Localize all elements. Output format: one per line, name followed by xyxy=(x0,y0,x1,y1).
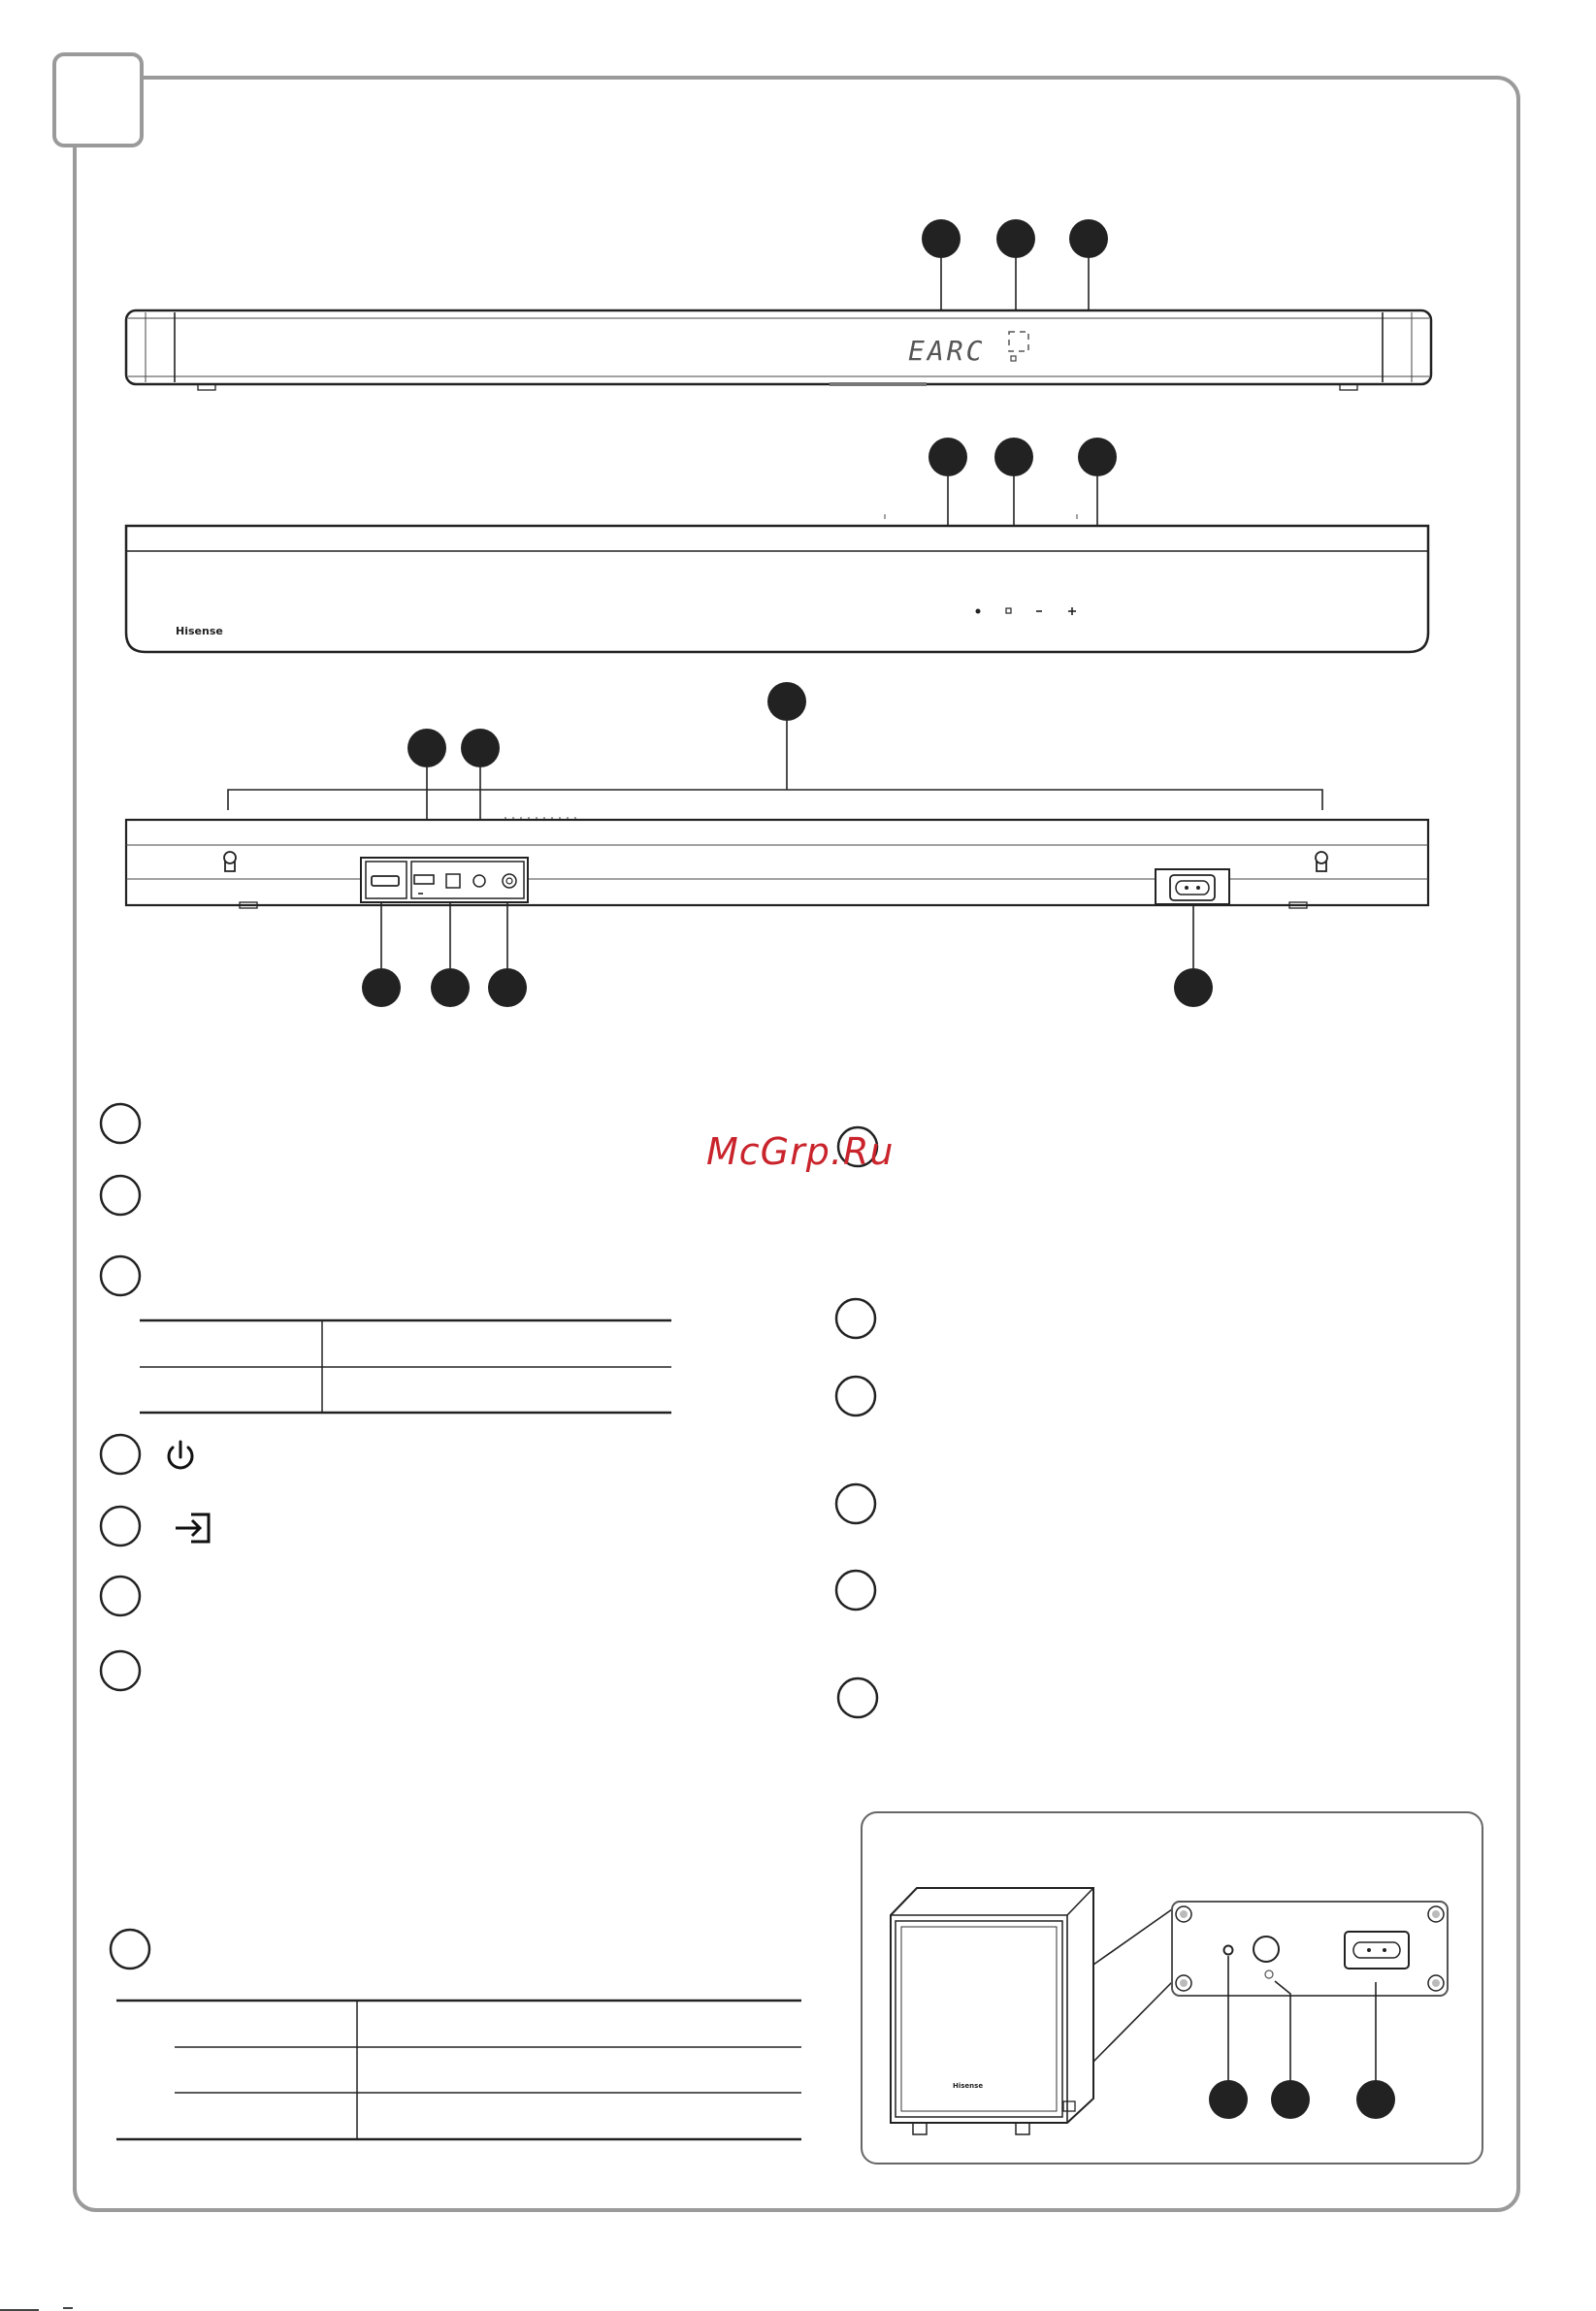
callout-dots-front xyxy=(928,438,1117,476)
subwoofer-brand-logo: Hisense xyxy=(953,2082,984,2090)
power-icon xyxy=(169,1442,192,1468)
soundbar-rear-view xyxy=(126,682,1428,1007)
left-item-list xyxy=(101,1104,671,1690)
rear-connector-panel xyxy=(361,858,528,902)
page-number-tab xyxy=(54,54,142,146)
subwoofer-inset xyxy=(862,1812,1482,2164)
callout-dots-top xyxy=(922,219,1108,258)
front-brand-logo: Hisense xyxy=(176,625,223,637)
left-spec-table xyxy=(140,1320,671,1413)
watermark-text: McGrp.Ru xyxy=(706,1130,895,1173)
input-source-icon xyxy=(176,1514,209,1542)
soundbar-top-view xyxy=(126,219,1431,390)
rear-ac-inlet xyxy=(1156,869,1229,904)
soundbar-front-view xyxy=(126,438,1428,652)
subwoofer-pairing-table xyxy=(111,1930,801,2139)
right-item-list xyxy=(836,1127,877,1717)
front-display-text: EARC xyxy=(908,335,986,367)
